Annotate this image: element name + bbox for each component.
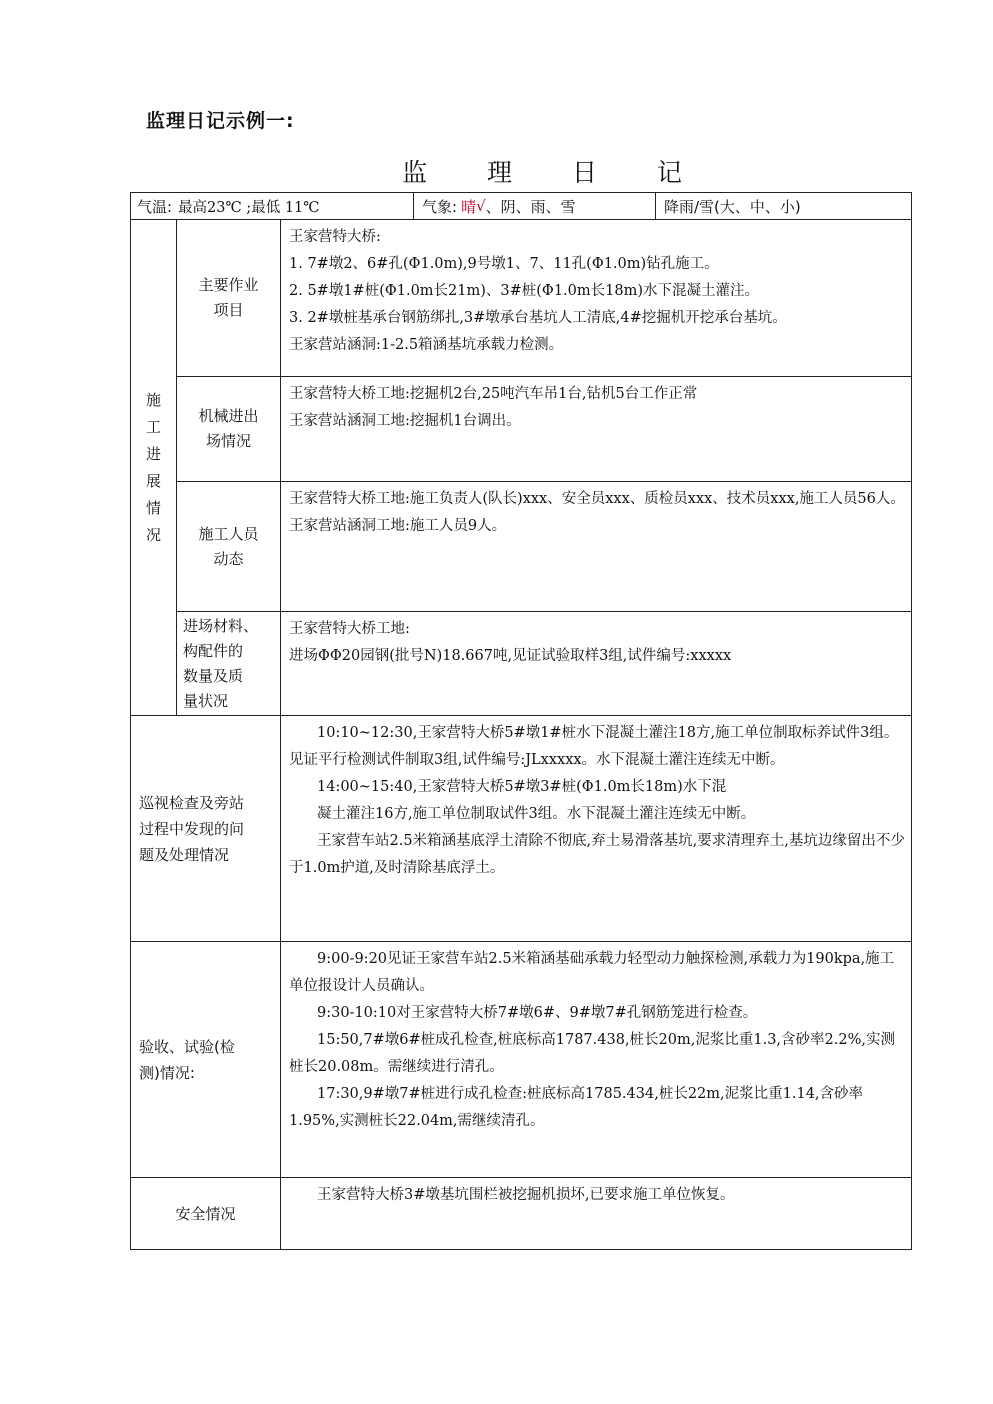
progress-row-machinery (131, 377, 912, 482)
acceptance-content: 9:00-9:20见证王家营车站2.5米箱涵基础承载力轻型动力触探检测,承载力为190kpa,施工单位报设计人员确认。 9:30-10:10对王家营特大桥7#墩6#、9#墩7#孔钢筋笼进行检查。 15:50,7#墩6#桩成孔检查,桩底标高1787.438,桩长20m,泥浆比重1.3,含砂率2.2%,实测桩长20.08m。需继续进行清孔。 17:30,9#墩7#桩进行成孔检查:桩底标高1785.434,桩长22m,泥浆比重1.14,含砂率1.95%,实测桩长22.04m,需继续清孔。 (281, 942, 912, 1178)
document-heading: 监理日记示例一: (146, 110, 295, 132)
temperature-label: 气温: (137, 197, 173, 216)
machinery-label: 机械进出 场情况 (177, 377, 281, 482)
construction-progress-label: 施 工 进 展 情 况 (131, 220, 177, 716)
acceptance-row (131, 942, 912, 1178)
weather-others: 、阴、雨、雪 (485, 197, 576, 216)
main-work-content: 王家营特大桥: 1. 7#墩2、6#孔(Φ1.0m),9号墩1、7、11孔(Φ1.0m)钻孔施工。 2. 5#墩1#桩(Φ1.0m长21m)、3#桩(Φ1.0m长18m)水下混凝土灌注。 3. 2#墩桩基承台钢筋绑扎,3#墩承台基坑人工清底,4#挖掘机开挖承台基坑。 王家营站涵洞:1-2.5箱涵基坑承载力检测。 (281, 220, 912, 377)
check-mark-icon: √ (476, 197, 486, 215)
inspection-label: 巡视检查及旁站 过程中发现的问 题及处理情况 (131, 716, 281, 942)
temperature-value: 最高23℃ ;最低 11℃ (178, 199, 320, 216)
progress-row-materials (131, 612, 912, 716)
inspection-row (131, 716, 912, 942)
main-work-label: 主要作业 项目 (177, 220, 281, 377)
acceptance-label: 验收、试验(检 测)情况: (131, 942, 281, 1178)
safety-row (131, 1178, 912, 1250)
personnel-content: 王家营特大桥工地:施工负责人(队长)xxx、安全员xxx、质检员xxx、技术员xxx,施工人员56人。 王家营站涵洞工地:施工人员9人。 (281, 482, 912, 612)
progress-row-personnel (131, 482, 912, 612)
machinery-content: 王家营特大桥工地:挖掘机2台,25吨汽车吊1台,钻机5台工作正常 王家营站涵洞工地:挖掘机1台调出。 (281, 377, 912, 482)
safety-content: 王家营特大桥3#墩基坑围栏被挖掘机损坏,已要求施工单位恢复。 (281, 1178, 912, 1250)
materials-content: 王家营特大桥工地: 进场ΦΦ20园钢(批号N)18.667吨,见证试验取样3组,试件编号:xxxxx (281, 612, 912, 716)
inspection-content: 10:10~12:30,王家营特大桥5#墩1#桩水下混凝土灌注18方,施工单位制取标养试件3组。见证平行检测试件制取3组,试件编号:JLxxxxx。水下混凝土灌注连续无中断。 14:00~15:40,王家营特大桥5#墩3#桩(Φ1.0m长18m)水下混 凝土灌注16方,施工单位制取试件3组。水下混凝土灌注连续无中断。 王家营车站2.5米箱涵基底浮土清除不彻底,弃土易滑落基坑,要求清理弃土,基坑边缘留出不少于1.0m护道,及时清除基底浮土。 (281, 716, 912, 942)
weather-sunny: 晴 (461, 197, 477, 216)
precipitation-options: 降雨/雪(大、中、小) (664, 197, 801, 216)
page-title: 监 理 日 记 (402, 158, 708, 187)
safety-label: 安全情况 (131, 1178, 281, 1250)
weather-label: 气象: (422, 197, 458, 216)
supervision-log-table (130, 192, 912, 1250)
personnel-label: 施工人员 动态 (177, 482, 281, 612)
progress-row-main-work (131, 220, 912, 377)
weather-row (131, 193, 912, 220)
materials-label: 进场材料、 构配件的 数量及质 量状况 (177, 612, 281, 716)
